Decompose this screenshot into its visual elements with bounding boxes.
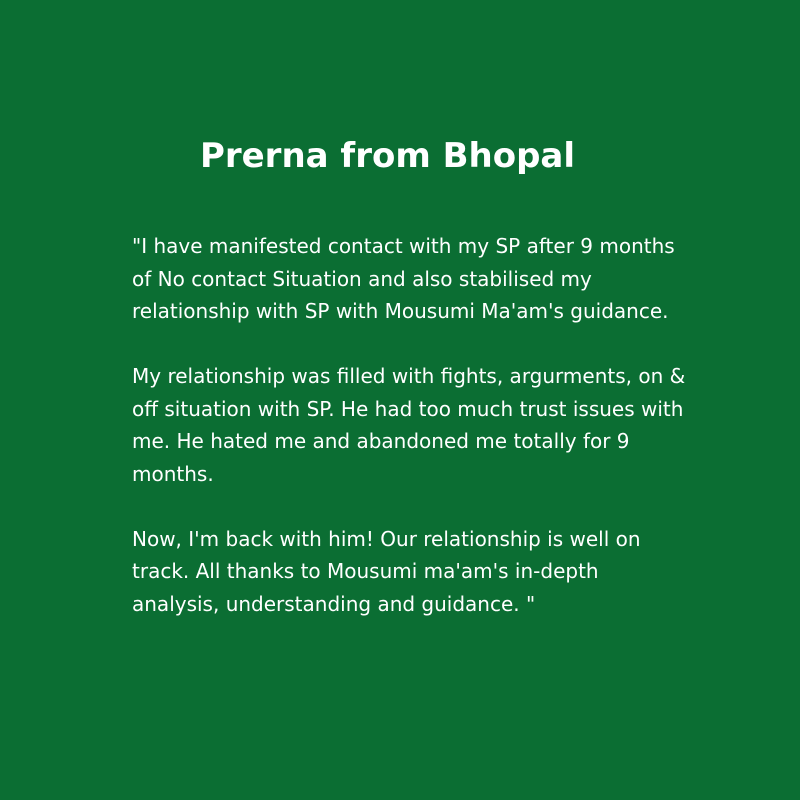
testimonial-paragraph-2: My relationship was filled with fights, argurments, on & off situation with SP. He had too much trust issues with me. He hated me and abandoned me totally for 9 months. [132,364,686,486]
testimonial-paragraph-1: "I have manifested contact with my SP after 9 months of No contact Situation and also stabilised my relationship with SP with Mousumi Ma'am's guidance. [132,234,675,323]
testimonial-body [132,230,692,620]
testimonial-title: Prerna from Bhopal [199,136,576,176]
testimonial-paragraph-3: Now, I'm back with him! Our relationship is well on track. All thanks to Mousumi ma'am's in-depth analysis, understanding and guidance. " [132,526,641,616]
